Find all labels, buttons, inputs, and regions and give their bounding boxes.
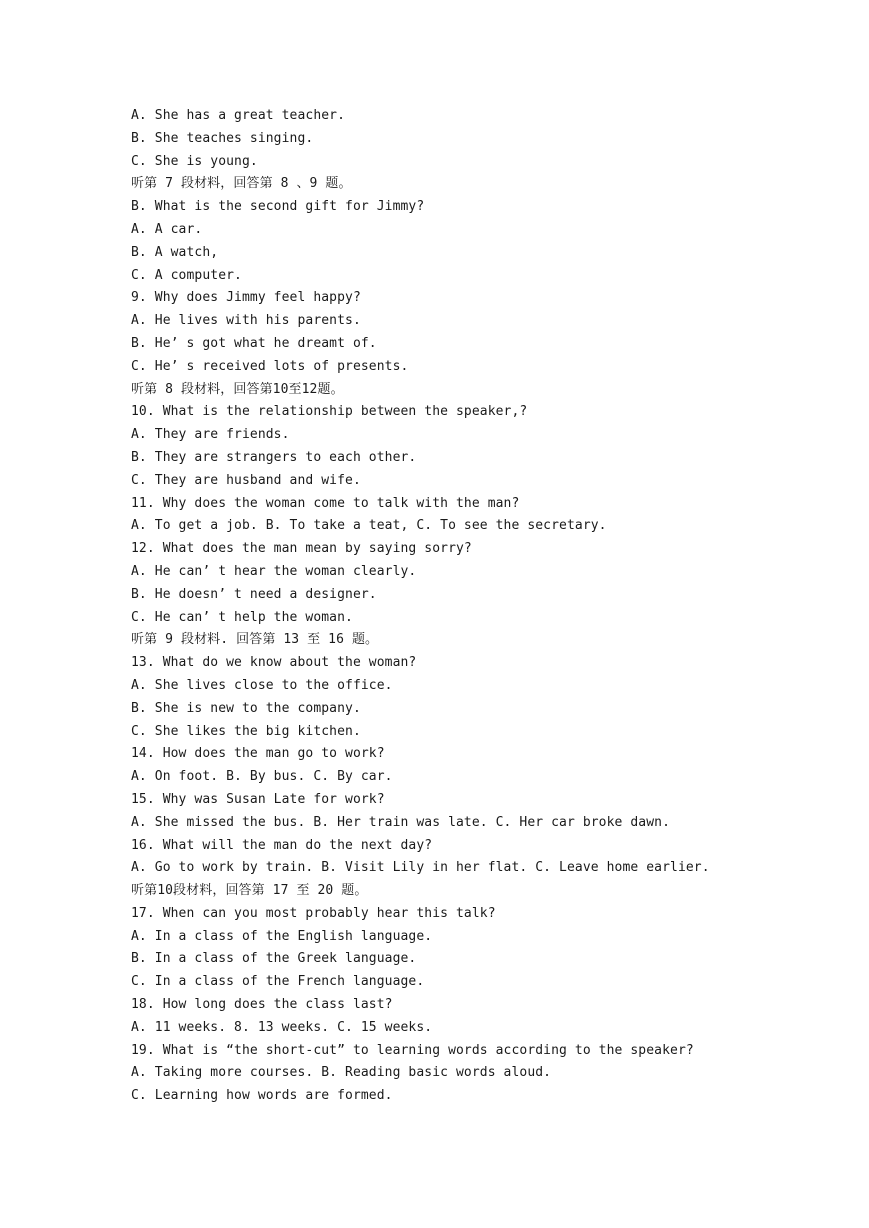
- text-line: A. She lives close to the office.: [131, 677, 393, 693]
- question-line: 19. What is “the short-cut” to learning words according to the speaker?: [131, 1042, 694, 1058]
- text-line: B. They are strangers to each other.: [131, 449, 417, 465]
- question-line: 18. How long does the class last?: [131, 997, 393, 1013]
- text-line: A. In a class of the English language.: [131, 928, 433, 944]
- text-line: A. Go to work by train. B. Visit Lily in her flat. C. Leave home earlier.: [131, 860, 710, 876]
- text-line: A. 11 weeks. 8. 13 weeks. C. 15 weeks.: [131, 1019, 433, 1035]
- text-line: C. They are husband and wife.: [131, 472, 361, 488]
- question-line: 13. What do we know about the woman?: [131, 655, 417, 671]
- text-line: C. She likes the big kitchen.: [131, 723, 361, 739]
- text-line: A. He lives with his parents.: [131, 313, 361, 329]
- text-line: A. She missed the bus. B. Her train was late. C. Her car broke dawn.: [131, 814, 671, 830]
- text-line: B. In a class of the Greek language.: [131, 951, 417, 967]
- section-heading: 听第 8 段材料，回答第10至12题。: [131, 381, 344, 397]
- text-line: C. A computer.: [131, 267, 242, 283]
- text-line: C. In a class of the French language.: [131, 974, 425, 990]
- text-line: A. A car.: [131, 221, 203, 237]
- section-heading: 听第 7 段材料，回答第 8 、9 题。: [131, 176, 352, 192]
- text-line: A. Taking more courses. B. Reading basic words aloud.: [131, 1065, 552, 1081]
- text-line: B. He’ s got what he dreamt of.: [131, 335, 377, 351]
- question-line: 10. What is the relationship between the speaker,?: [131, 404, 528, 420]
- text-line: A. He can’ t hear the woman clearly.: [131, 563, 417, 579]
- text-line: A. They are friends.: [131, 427, 290, 443]
- question-line: 15. Why was Susan Late for work?: [131, 791, 385, 807]
- text-line: B. A watch,: [131, 244, 219, 260]
- text-line: B. He doesn’ t need a designer.: [131, 586, 377, 602]
- text-line: A. To get a job. B. To take a teat, C. To see the secretary.: [131, 518, 607, 534]
- question-line: 12. What does the man mean by saying sorry?: [131, 541, 472, 557]
- text-line: B. She teaches singing.: [131, 130, 314, 146]
- question-line: 17. When can you most probably hear this talk?: [131, 905, 496, 921]
- section-heading: 听第 9 段材料. 回答第 13 至 16 题。: [131, 632, 379, 648]
- text-line: C. Learning how words are formed.: [131, 1088, 393, 1104]
- question-line: 11. Why does the woman come to talk with the man?: [131, 495, 520, 511]
- section-heading: 听第10段材料，回答第 17 至 20 题。: [131, 883, 368, 899]
- document-body: [131, 105, 831, 1108]
- text-line: A. She has a great teacher.: [131, 108, 346, 123]
- question-line: 9. Why does Jimmy feel happy?: [131, 290, 361, 306]
- question-line: B. What is the second gift for Jimmy?: [131, 199, 425, 215]
- question-line: 14. How does the man go to work?: [131, 746, 385, 762]
- text-line: C. He can’ t help the woman.: [131, 609, 353, 625]
- text-line: A. On foot. B. By bus. C. By car.: [131, 769, 393, 785]
- text-line: C. He’ s received lots of presents.: [131, 358, 409, 374]
- question-line: 16. What will the man do the next day?: [131, 837, 433, 853]
- text-line: B. She is new to the company.: [131, 700, 361, 716]
- text-line: C. She is young.: [131, 153, 258, 169]
